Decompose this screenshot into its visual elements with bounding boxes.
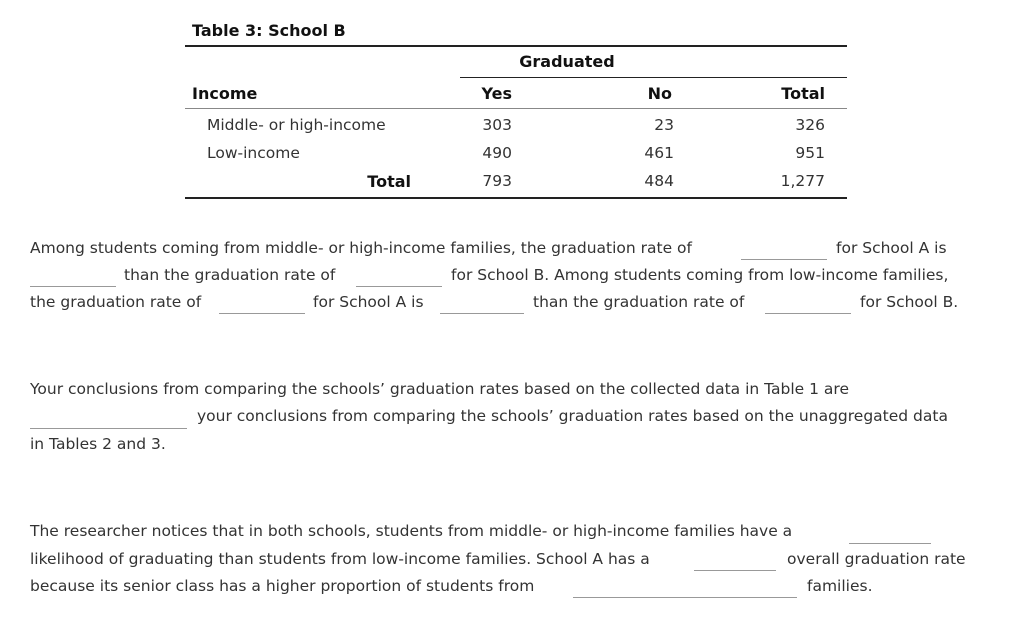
p3-text-5: families.: [807, 577, 873, 595]
column-header-total: Total: [781, 84, 825, 103]
p1-text-4: for School B. Among students coming from low-income families,: [451, 266, 949, 284]
blank-p2-conclusions[interactable]: [30, 428, 187, 429]
p2-text-3: in Tables 2 and 3.: [30, 435, 166, 453]
blank-p1-rate-school-a-high[interactable]: [741, 259, 827, 260]
cell-total-yes: 793: [482, 172, 512, 190]
p1-text-8: for School B.: [860, 293, 959, 311]
blank-p1-comparison-high[interactable]: [30, 286, 116, 287]
p3-text-1: The researcher notices that in both schools, students from middle- or high-income families have a: [30, 522, 793, 540]
row-label-middle-high-income: Middle- or high-income: [207, 116, 386, 134]
blank-p1-comparison-low[interactable]: [440, 313, 524, 314]
p3-text-3: overall graduation rate: [787, 550, 966, 568]
blank-p3-overall-rate[interactable]: [694, 570, 776, 571]
cell-low-income-total: 951: [795, 144, 825, 162]
group-header-rule: [460, 77, 847, 78]
p1-text-1: Among students coming from middle- or high-income families, the graduation rate of: [30, 239, 692, 257]
row-label-total: Total: [367, 172, 411, 191]
blank-p1-rate-school-b-low[interactable]: [765, 313, 851, 314]
blank-p3-family-type[interactable]: [573, 597, 797, 598]
header-rule: [185, 108, 847, 109]
cell-total-no: 484: [644, 172, 674, 190]
table-caption: Table 3: School B: [192, 21, 346, 40]
p3-text-2: likelihood of graduating than students from low-income families. School A has a: [30, 550, 650, 568]
p1-text-5: the graduation rate of: [30, 293, 202, 311]
cell-middle-high-total: 326: [795, 116, 825, 134]
cell-low-income-yes: 490: [482, 144, 512, 162]
p1-text-3: than the graduation rate of: [124, 266, 336, 284]
column-header-income: Income: [192, 84, 258, 103]
row-label-low-income: Low-income: [207, 144, 300, 162]
column-header-no: No: [647, 84, 672, 103]
group-header-graduated: Graduated: [519, 52, 615, 71]
cell-middle-high-yes: 303: [482, 116, 512, 134]
blank-p3-likelihood[interactable]: [849, 543, 931, 544]
p1-text-6: for School A is: [313, 293, 424, 311]
cell-total-total: 1,277: [780, 172, 825, 190]
blank-p1-rate-school-b-high[interactable]: [356, 286, 442, 287]
column-header-yes: Yes: [481, 84, 512, 103]
p2-text-2: your conclusions from comparing the schools’ graduation rates based on the unaggregated data: [197, 407, 948, 425]
blank-p1-rate-school-a-low[interactable]: [219, 313, 305, 314]
p3-text-4: because its senior class has a higher proportion of students from: [30, 577, 535, 595]
p1-text-7: than the graduation rate of: [533, 293, 745, 311]
table-bottom-rule: [185, 197, 847, 199]
cell-middle-high-no: 23: [654, 116, 674, 134]
cell-low-income-no: 461: [644, 144, 674, 162]
p1-text-2: for School A is: [836, 239, 947, 257]
table-top-rule: [185, 45, 847, 47]
p2-text-1: Your conclusions from comparing the schools’ graduation rates based on the collected data in Table 1 are: [30, 380, 849, 398]
